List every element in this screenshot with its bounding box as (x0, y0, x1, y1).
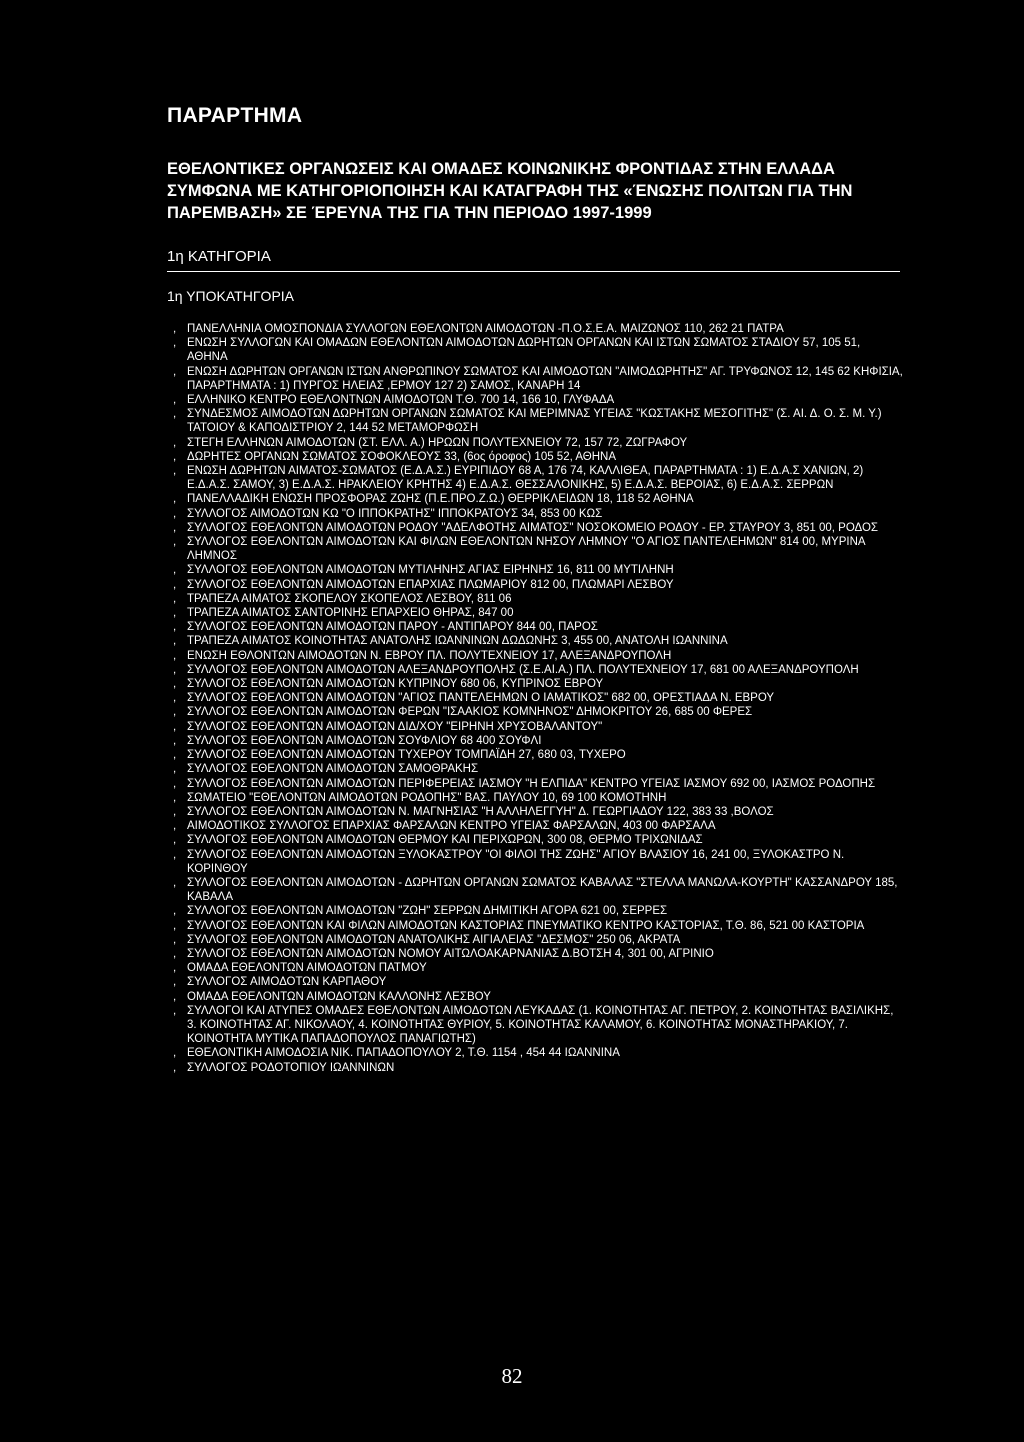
list-item: , ΟΜΑΔΑ ΕΘΕΛΟΝΤΩΝ ΑΙΜΟΔΟΤΩΝ ΚΑΛΛΟΝΗΣ ΛΕΣΒΟΥ (173, 990, 903, 1004)
list-item: , ΣΥΛΛΟΓΟΣ ΕΘΕΛΟΝΤΩΝ ΑΙΜΟΔΟΤΩΝ "ΖΩΗ" ΣΕΡΡΩΝ ΔΗΜΙΤΙΚΗ ΑΓΟΡΑ 621 00, ΣΕΡΡΕΣ (173, 904, 903, 918)
list-item: , ΕΛΛΗΝΙΚΟ ΚΕΝΤΡΟ ΕΘΕΛΟΝΤΝΩΝ ΑΙΜΟΔΟΤΩΝ Τ.Θ. 700 14, 166 10, ΓΛΥΦΑΔΑ (173, 393, 903, 407)
list-item: , ΣΥΛΛΟΓΟΣ ΕΘΕΛΟΝΤΩΝ ΑΙΜΟΔΟΤΩΝ ΣΑΜΟΘΡΑΚΗΣ (173, 762, 903, 776)
list-item: , ΣΥΛΛΟΓΟΣ ΕΘΕΛΟΝΤΩΝ ΑΙΜΟΔΟΤΩΝ ΔΙΔ/ΧΟΥ "ΕΙΡΗΝΗ ΧΡΥΣΟΒΑΛΑΝΤΟΥ" (173, 720, 903, 734)
list-item: , ΣΥΛΛΟΓΟΙ ΚΑΙ ΑΤΥΠΕΣ ΟΜΑΔΕΣ ΕΘΕΛΟΝΤΩΝ ΑΙΜΟΔΟΤΩΝ ΛΕΥΚΑΔΑΣ (1. ΚΟΙΝΟΤΗΤΑΣ ΑΓ. ΠΕΤΡΟΥ, 2. ΚΟΙΝΟΤΗΤΑΣ ΒΑΣΙΛΙΚΗΣ, 3. ΚΟΙΝΟΤΗΤΑΣ ΑΓ. ΝΙΚΟΛΑΟΥ, 4. ΚΟΙΝΟΤΗΤΑΣ ΘΥΡΙΟΥ, 5. ΚΟΙΝΟΤΗΤΑΣ ΚΑΛΑΜΟΥ, 6. ΚΟΙΝΟΤΗΤΑΣ ΜΟΝΑΣΤΗΡΑΚΙΟΥ, 7. ΚΟΙΝΟΤΗΤΑ ΜΥΤΙΚΑ ΠΑΠΑΔΟΠΟΥΛΟΣ ΠΑΝΑΓΙΩΤΗΣ) (173, 1004, 903, 1047)
list-item: , ΠΑΝΕΛΛΗΝΙΑ ΟΜΟΣΠΟΝΔΙΑ ΣΥΛΛΟΓΩΝ ΕΘΕΛΟΝΤΩΝ ΑΙΜΟΔΟΤΩΝ -Π.Ο.Σ.Ε.Α. ΜΑΙΖΩΝΟΣ 110, 262 21 ΠΑΤΡΑ (173, 322, 903, 336)
list-item: , ΣΥΛΛΟΓΟΣ ΕΘΕΛΟΝΤΩΝ ΑΙΜΟΔΟΤΩΝ "ΑΓΙΟΣ ΠΑΝΤΕΛΕΗΜΩΝ Ο ΙΑΜΑΤΙΚΟΣ" 682 00, ΟΡΕΣΤΙΑΔΑ Ν. ΕΒΡΟΥ (173, 691, 903, 705)
list-item: , ΣΩΜΑΤΕΙΟ "ΕΘΕΛΟΝΤΩΝ ΑΙΜΟΔΟΤΩΝ ΡΟΔΟΠΗΣ" ΒΑΣ. ΠΑΥΛΟΥ 10, 69 100 ΚΟΜΟΤΗΝΗ (173, 791, 903, 805)
list-item: , ΔΩΡΗΤΕΣ ΟΡΓΑΝΩΝ ΣΩΜΑΤΟΣ ΣΟΦΟΚΛΕΟΥΣ 33, (6ος όροφος) 105 52, ΑΘΗΝΑ (173, 450, 903, 464)
list-item: , ΕΘΕΛΟΝΤΙΚΗ ΑΙΜΟΔΟΣΙΑ ΝΙΚ. ΠΑΠΑΔΟΠΟΥΛΟΥ 2, Τ.Θ. 1154 , 454 44 ΙΩΑΝΝΙΝΑ (173, 1046, 903, 1060)
category-divider (167, 271, 900, 272)
subtitle-line: ΣΥΜΦΩΝΑ ΜΕ ΚΑΤΗΓΟΡΙΟΠΟΙΗΣΗ ΚΑΙ ΚΑΤΑΓΡΑΦΗ ΤΗΣ «ΈΝΩΣΗΣ ΠΟΛΙΤΩΝ ΓΙΑ ΤΗΝ (167, 182, 853, 200)
list-item: , ΤΡΑΠΕΖΑ ΑΙΜΑΤΟΣ ΣΑΝΤΟΡΙΝΗΣ ΕΠΑΡΧΕΙΟ ΘΗΡΑΣ, 847 00 (173, 606, 903, 620)
list-item: , ΣΥΛΛΟΓΟΣ ΕΘΕΛΟΝΤΩΝ ΑΙΜΟΔΟΤΩΝ ΑΛΕΞΑΝΔΡΟΥΠΟΛΗΣ (Σ.Ε.ΑΙ.Α.) ΠΛ. ΠΟΛΥΤΕΧΝΕΙΟΥ 17, 681 00 ΑΛΕΞΑΝΔΡΟΥΠΟΛΗ (173, 663, 903, 677)
subtitle-line: ΠΑΡΕΜΒΑΣΗ» ΣΕ ΈΡΕΥΝΑ ΤΗΣ ΓΙΑ ΤΗΝ ΠΕΡΙΟΔΟ 1997-1999 (167, 204, 652, 222)
list-item: , ΕΝΩΣΗ ΔΩΡΗΤΩΝ ΟΡΓΑΝΩΝ ΙΣΤΩΝ ΑΝΘΡΩΠΙΝΟΥ ΣΩΜΑΤΟΣ ΚΑΙ ΑΙΜΟΔΟΤΩΝ "ΑΙΜΟΔΩΡΗΤΗΣ" ΑΓ. ΤΡΥΦΩΝΟΣ 12, 145 62 ΚΗΦΙΣΙΑ, ΠΑΡΑΡΤΗΜΑΤΑ : 1) ΠΥΡΓΟΣ ΗΛΕΙΑΣ ,ΕΡΜΟΥ 127 2) ΣΑΜΟΣ, ΚΑΝΑΡΗ 14 (173, 365, 903, 393)
list-item: , ΤΡΑΠΕΖΑ ΑΙΜΑΤΟΣ ΣΚΟΠΕΛΟΥ ΣΚΟΠΕΛΟΣ ΛΕΣΒΟΥ, 811 06 (173, 592, 903, 606)
list-item: , ΣΥΛΛΟΓΟΣ ΑΙΜΟΔΟΤΩΝ ΚΩ "Ο ΙΠΠΟΚΡΑΤΗΣ" ΙΠΠΟΚΡΑΤΟΥΣ 34, 853 00 ΚΩΣ (173, 507, 903, 521)
subtitle-line: ΕΘΕΛΟΝΤΙΚΕΣ ΟΡΓΑΝΩΣΕΙΣ ΚΑΙ ΟΜΑΔΕΣ ΚΟΙΝΩΝΙΚΗΣ ΦΡΟΝΤΙΔΑΣ ΣΤΗΝ ΕΛΛΑΔΑ (167, 160, 835, 178)
page-number: 82 (501, 1364, 523, 1388)
list-item: , ΣΥΛΛΟΓΟΣ ΕΘΕΛΟΝΤΩΝ ΑΙΜΟΔΟΤΩΝ - ΔΩΡΗΤΩΝ ΟΡΓΑΝΩΝ ΣΩΜΑΤΟΣ ΚΑΒΑΛΑΣ "ΣΤΕΛΛΑ ΜΑΝΩΛΑ-ΚΟΥΡΤΗ" ΚΑΣΣΑΝΔΡΟΥ 185, ΚΑΒΑΛΑ (173, 876, 903, 904)
list-item: , ΣΥΛΛΟΓΟΣ ΕΘΕΛΟΝΤΩΝ ΑΙΜΟΔΟΤΩΝ ΕΠΑΡΧΙΑΣ ΠΛΩΜΑΡΙΟΥ 812 00, ΠΛΩΜΑΡΙ ΛΕΣΒΟΥ (173, 578, 903, 592)
list-item: , ΟΜΑΔΑ ΕΘΕΛΟΝΤΩΝ ΑΙΜΟΔΟΤΩΝ ΠΑΤΜΟΥ (173, 961, 903, 975)
list-item: , ΣΥΛΛΟΓΟΣ ΕΘΕΛΟΝΤΩΝ ΑΙΜΟΔΟΤΩΝ ΘΕΡΜΟΥ ΚΑΙ ΠΕΡΙΧΩΡΩΝ, 300 08, ΘΕΡΜΟ ΤΡΙΧΩΝΙΔΑΣ (173, 833, 903, 847)
list-item: , ΕΝΩΣΗ ΕΘΛΟΝΤΩΝ ΑΙΜΟΔΟΤΩΝ Ν. ΕΒΡΟΥ ΠΛ. ΠΟΛΥΤΕΧΝΕΙΟΥ 17, ΑΛΕΞΑΝΔΡΟΥΠΟΛΗ (173, 649, 903, 663)
list-item: , ΣΥΛΛΟΓΟΣ ΕΘΕΛΟΝΤΩΝ ΑΙΜΟΔΟΤΩΝ ΤΥΧΕΡΟΥ ΤΟΜΠΑΪΔΗ 27, 680 03, ΤΥΧΕΡΟ (173, 748, 903, 762)
list-item: , ΣΥΛΛΟΓΟΣ ΕΘΕΛΟΝΤΩΝ ΑΙΜΟΔΟΤΩΝ Ν. ΜΑΓΝΗΣΙΑΣ "Η ΑΛΛΗΛΕΓΓΥΗ" Δ. ΓΕΩΡΓΙΑΔΟΥ 122, 383 33 ,ΒΟΛΟΣ (173, 805, 903, 819)
list-item: , ΣΥΛΛΟΓΟΣ ΕΘΕΛΟΝΤΩΝ ΑΙΜΟΔΟΤΩΝ ΦΕΡΩΝ "ΙΣΑΑΚΙΟΣ ΚΟΜΝΗΝΟΣ" ΔΗΜΟΚΡΙΤΟΥ 26, 685 00 ΦΕΡΕΣ (173, 705, 903, 719)
list-item: , ΣΥΛΛΟΓΟΣ ΕΘΕΛΟΝΤΩΝ ΑΙΜΟΔΟΤΩΝ ΞΥΛΟΚΑΣΤΡΟΥ "ΟΙ ΦΙΛΟΙ ΤΗΣ ΖΩΗΣ" ΑΓΙΟΥ ΒΛΑΣΙΟΥ 16, 241 00, ΞΥΛΟΚΑΣΤΡΟ Ν. ΚΟΡΙΝΘΟΥ (173, 848, 903, 876)
category-heading: 1η ΚΑΤΗΓΟΡΙΑ (167, 248, 271, 265)
list-item: , ΣΥΛΛΟΓΟΣ ΕΘΕΛΟΝΤΩΝ ΑΙΜΟΔΟΤΩΝ ΣΟΥΦΛΙΟΥ 68 400 ΣΟΥΦΛΙ (173, 734, 903, 748)
list-item: , ΣΥΛΛΟΓΟΣ ΕΘΕΛΟΝΤΩΝ ΚΑΙ ΦΙΛΩΝ ΑΙΜΟΔΟΤΩΝ ΚΑΣΤΟΡΙΑΣ ΠΝΕΥΜΑΤΙΚΟ ΚΕΝΤΡΟ ΚΑΣΤΟΡΙΑΣ, Τ.Θ. 86, 521 00 ΚΑΣΤΟΡΙΑ (173, 919, 903, 933)
list-item: , ΣΥΛΛΟΓΟΣ ΕΘΕΛΟΝΤΩΝ ΑΙΜΟΔΟΤΩΝ ΚΑΙ ΦΙΛΩΝ ΕΘΕΛΟΝΤΩΝ ΝΗΣΟΥ ΛΗΜΝΟΥ "Ο ΑΓΙΟΣ ΠΑΝΤΕΛΕΗΜΩΝ" 814 00, ΜΥΡΙΝΑ ΛΗΜΝΟΣ (173, 535, 903, 563)
page-heading: ΠΑΡΑΡΤΗΜΑ (167, 104, 303, 127)
list-item: , ΣΥΛΛΟΓΟΣ ΕΘΕΛΟΝΤΩΝ ΑΙΜΟΔΟΤΩΝ ΠΑΡΟΥ - ΑΝΤΙΠΑΡΟΥ 844 00, ΠΑΡΟΣ (173, 620, 903, 634)
list-item: , ΣΥΛΛΟΓΟΣ ΕΘΕΛΟΝΤΩΝ ΑΙΜΟΔΟΤΩΝ ΠΕΡΙΦΕΡΕΙΑΣ ΙΑΣΜΟΥ "Η ΕΛΠΙΔΑ" ΚΕΝΤΡΟ ΥΓΕΙΑΣ ΙΑΣΜΟΥ 692 00, ΙΑΣΜΟΣ ΡΟΔΟΠΗΣ (173, 777, 903, 791)
list-item: , ΕΝΩΣΗ ΣΥΛΛΟΓΩΝ ΚΑΙ ΟΜΑΔΩΝ ΕΘΕΛΟΝΤΩΝ ΑΙΜΟΔΟΤΩΝ ΔΩΡΗΤΩΝ ΟΡΓΑΝΩΝ ΚΑΙ ΙΣΤΩΝ ΣΩΜΑΤΟΣ ΣΤΑΔΙΟΥ 57, 105 51, ΑΘΗΝΑ (173, 336, 903, 364)
list-item: , ΣΥΛΛΟΓΟΣ ΕΘΕΛΟΝΤΩΝ ΑΙΜΟΔΟΤΩΝ ΑΝΑΤΟΛΙΚΗΣ ΑΙΓΙΑΛΕΙΑΣ "ΔΕΣΜΟΣ" 250 06, ΑΚΡΑΤΑ (173, 933, 903, 947)
subcategory-heading: 1η ΥΠΟΚΑΤΗΓΟΡΙΑ (167, 288, 295, 304)
list-item: , ΣΥΛΛΟΓΟΣ ΕΘΕΛΟΝΤΩΝ ΑΙΜΟΔΟΤΩΝ ΡΟΔΟΥ "ΑΔΕΛΦΟΤΗΣ ΑΙΜΑΤΟΣ" ΝΟΣΟΚΟΜΕΙΟ ΡΟΔΟΥ - ΕΡ. ΣΤΑΥΡΟΥ 3, 851 00, ΡΟΔΟΣ (173, 521, 903, 535)
list-item: , ΑΙΜΟΔΟΤΙΚΟΣ ΣΥΛΛΟΓΟΣ ΕΠΑΡΧΙΑΣ ΦΑΡΣΑΛΩΝ ΚΕΝΤΡΟ ΥΓΕΙΑΣ ΦΑΡΣΑΛΩΝ, 403 00 ΦΑΡΣΑΛΑ (173, 819, 903, 833)
list-item: , ΣΥΝΔΕΣΜΟΣ ΑΙΜΟΔΟΤΩΝ ΔΩΡΗΤΩΝ ΟΡΓΑΝΩΝ ΣΩΜΑΤΟΣ ΚΑΙ ΜΕΡΙΜΝΑΣ ΥΓΕΙΑΣ "ΚΩΣΤΑΚΗΣ ΜΕΣΟΓΙΤΗΣ" (Σ. ΑΙ. Δ. Ο. Σ. Μ. Υ.) ΤΑΤΟΙΟΥ & ΚΑΠΟΔΙΣΤΡΙΟΥ 2, 144 52 ΜΕΤΑΜΟΡΦΩΣΗ (173, 407, 903, 435)
list-item: , ΣΥΛΛΟΓΟΣ ΕΘΕΛΟΝΤΩΝ ΑΙΜΟΔΟΤΩΝ ΝΟΜΟΥ ΑΙΤΩΛΟΑΚΑΡΝΑΝΙΑΣ Δ.ΒΟΤΣΗ 4, 301 00, ΑΓΡΙΝΙΟ (173, 947, 903, 961)
list-item: , ΣΥΛΛΟΓΟΣ ΡΟΔΟΤΟΠΙΟΥ ΙΩΑΝΝΙΝΩΝ (173, 1061, 903, 1075)
organization-list (173, 322, 903, 1075)
list-item: , ΣΥΛΛΟΓΟΣ ΕΘΕΛΟΝΤΩΝ ΑΙΜΟΔΟΤΩΝ ΜΥΤΙΛΗΝΗΣ ΑΓΙΑΣ ΕΙΡΗΝΗΣ 16, 811 00 ΜΥΤΙΛΗΝΗ (173, 563, 903, 577)
list-item: , ΕΝΩΣΗ ΔΩΡΗΤΩΝ ΑΙΜΑΤΟΣ-ΣΩΜΑΤΟΣ (Ε.Δ.Α.Σ.) ΕΥΡΙΠΙΔΟΥ 68 Α, 176 74, ΚΑΛΛΙΘΕΑ, ΠΑΡΑΡΤΗΜΑΤΑ : 1) Ε.Δ.Α.Σ ΧΑΝΙΩΝ, 2) Ε.Δ.Α.Σ. ΣΑΜΟΥ, 3) Ε.Δ.Α.Σ. ΗΡΑΚΛΕΙΟΥ ΚΡΗΤΗΣ 4) Ε.Δ.Α.Σ. ΘΕΣΣΑΛΟΝΙΚΗΣ, 5) Ε.Δ.Α.Σ. ΒΕΡΟΙΑΣ, 6) Ε.Δ.Α.Σ. ΣΕΡΡΩΝ (173, 464, 903, 492)
list-item: , ΤΡΑΠΕΖΑ ΑΙΜΑΤΟΣ ΚΟΙΝΟΤΗΤΑΣ ΑΝΑΤΟΛΗΣ ΙΩΑΝΝΙΝΩΝ ΔΩΔΩΝΗΣ 3, 455 00, ΑΝΑΤΟΛΗ ΙΩΑΝΝΙΝΑ (173, 634, 903, 648)
list-item: , ΣΥΛΛΟΓΟΣ ΑΙΜΟΔΟΤΩΝ ΚΑΡΠΑΘΟΥ (173, 975, 903, 989)
document-subtitle (167, 158, 902, 224)
list-item: , ΣΤΕΓΗ ΕΛΛΗΝΩΝ ΑΙΜΟΔΟΤΩΝ (ΣΤ. ΕΛΛ. Α.) ΗΡΩΩΝ ΠΟΛΥΤΕΧΝΕΙΟΥ 72, 157 72, ΖΩΓΡΑΦΟΥ (173, 436, 903, 450)
list-item: , ΠΑΝΕΛΛΑΔΙΚΗ ΕΝΩΣΗ ΠΡΟΣΦΟΡΑΣ ΖΩΗΣ (Π.Ε.ΠΡΟ.Ζ.Ω.) ΘΕΡΡΙΚΛΕΙΔΩΝ 18, 118 52 ΑΘΗΝΑ (173, 492, 903, 506)
list-item: , ΣΥΛΛΟΓΟΣ ΕΘΕΛΟΝΤΩΝ ΑΙΜΟΔΟΤΩΝ ΚΥΠΡΙΝΟΥ 680 06, ΚΥΠΡΙΝΟΣ ΕΒΡΟΥ (173, 677, 903, 691)
